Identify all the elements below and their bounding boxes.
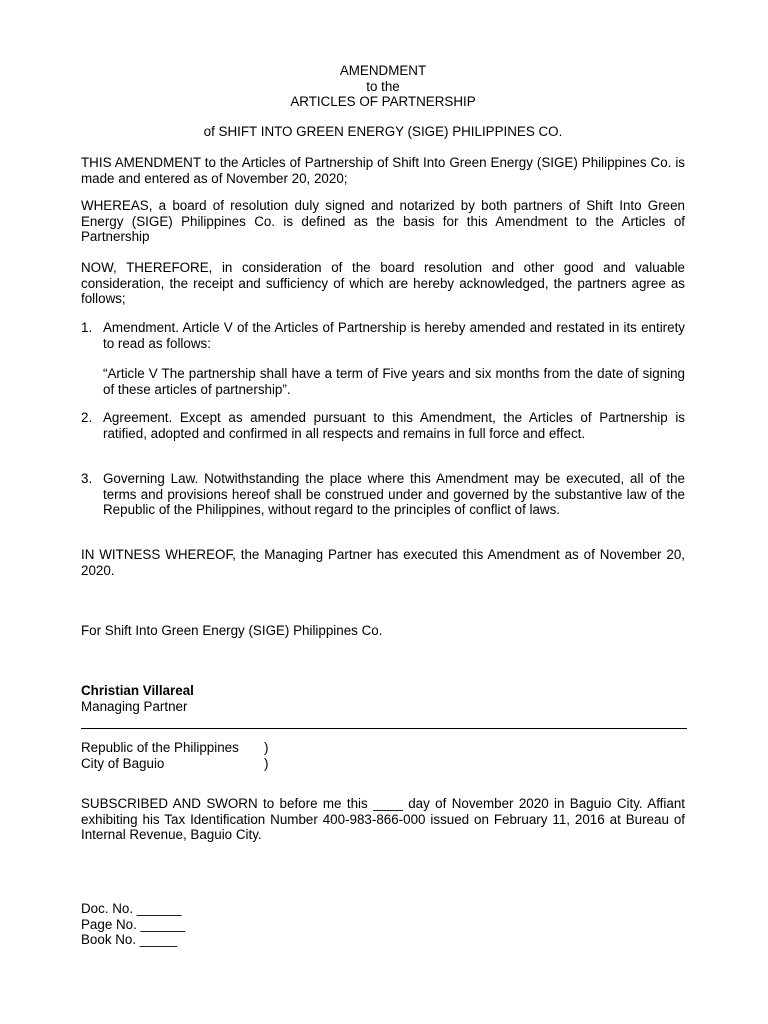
title-company: of SHIFT INTO GREEN ENERGY (SIGE) PHILIPPINES CO.	[203, 124, 563, 139]
list-item-governing-law	[81, 471, 685, 518]
title-amendment: AMENDMENT	[339, 63, 427, 78]
witness-paragraph: IN WITNESS WHEREOF, the Managing Partner has executed this Amendment as of November 20, 2020.	[81, 547, 685, 578]
signature-block	[81, 683, 685, 714]
article-v-quote: “Article V The partnership shall have a term of Five years and six months from the date of signing of these articles of partnership”.	[103, 366, 685, 397]
jurat-paragraph: SUBSCRIBED AND SWORN to before me this ____ day of November 2020 in Baguio City. Affiant exhibiting his Tax Identification Number 400-983-866-000 issued on February 11, 2016 at Bureau of Internal Revenue, Baguio City.	[81, 796, 685, 843]
list-item-text: Amendment. Article V of the Articles of Partnership is hereby amended and restated in its entirety to read as follows:	[103, 320, 685, 351]
list-item-number: 1.	[81, 320, 93, 335]
now-therefore-paragraph: NOW, THEREFORE, in consideration of the board resolution and other good and valuable consideration, the receipt and sufficiency of which are hereby acknowledged, the partners agree as follows;	[81, 260, 685, 307]
intro-paragraph: THIS AMENDMENT to the Articles of Partnership of Shift Into Green Energy (SIGE) Philippines Co. is made and entered as of November 20, 2020;	[81, 155, 685, 186]
signatory-title: Managing Partner	[81, 698, 188, 714]
list-item-text: Agreement. Except as amended pursuant to this Amendment, the Articles of Partnership is ratified, adopted and confirmed in all respects and remains in full force and effect.	[103, 410, 685, 441]
venue-label: City of Baguio	[81, 755, 165, 771]
signatory-name: Christian Villareal	[81, 683, 194, 698]
list-item-text: Governing Law. Notwithstanding the place where this Amendment may be executed, all of the terms and provisions hereof shall be construed under and governed by the substantive law of the Republic of the Philippines, without regard to the principles of conflict of laws.	[103, 471, 685, 518]
list-item-agreement	[81, 410, 685, 441]
notarial-register	[81, 901, 685, 948]
page-number: Page No. ______	[81, 916, 186, 932]
whereas-paragraph: WHEREAS, a board of resolution duly signed and notarized by both partners of Shift Into Green Energy (SIGE) Philippines Co. is defined as the basis for this Amendment to the Articles of Partnership	[81, 198, 685, 245]
list-item-number: 2.	[81, 410, 93, 425]
venue-bracket: )	[264, 755, 269, 771]
book-number: Book No. _____	[81, 932, 178, 948]
title-articles: ARTICLES OF PARTNERSHIP	[290, 94, 476, 110]
venue-label: Republic of the Philippines	[81, 740, 239, 755]
venue-bracket: )	[264, 740, 269, 755]
separator-line	[81, 728, 687, 729]
for-company-line: For Shift Into Green Energy (SIGE) Philippines Co.	[81, 623, 383, 638]
list-item-number: 3.	[81, 471, 93, 486]
title-to-the: to the	[366, 78, 400, 94]
venue-block	[81, 740, 685, 771]
venue-row-city	[81, 756, 685, 772]
document-title	[81, 63, 685, 110]
venue-row-republic	[81, 740, 685, 756]
list-item-amendment	[81, 320, 685, 351]
doc-number: Doc. No. ______	[81, 901, 182, 916]
